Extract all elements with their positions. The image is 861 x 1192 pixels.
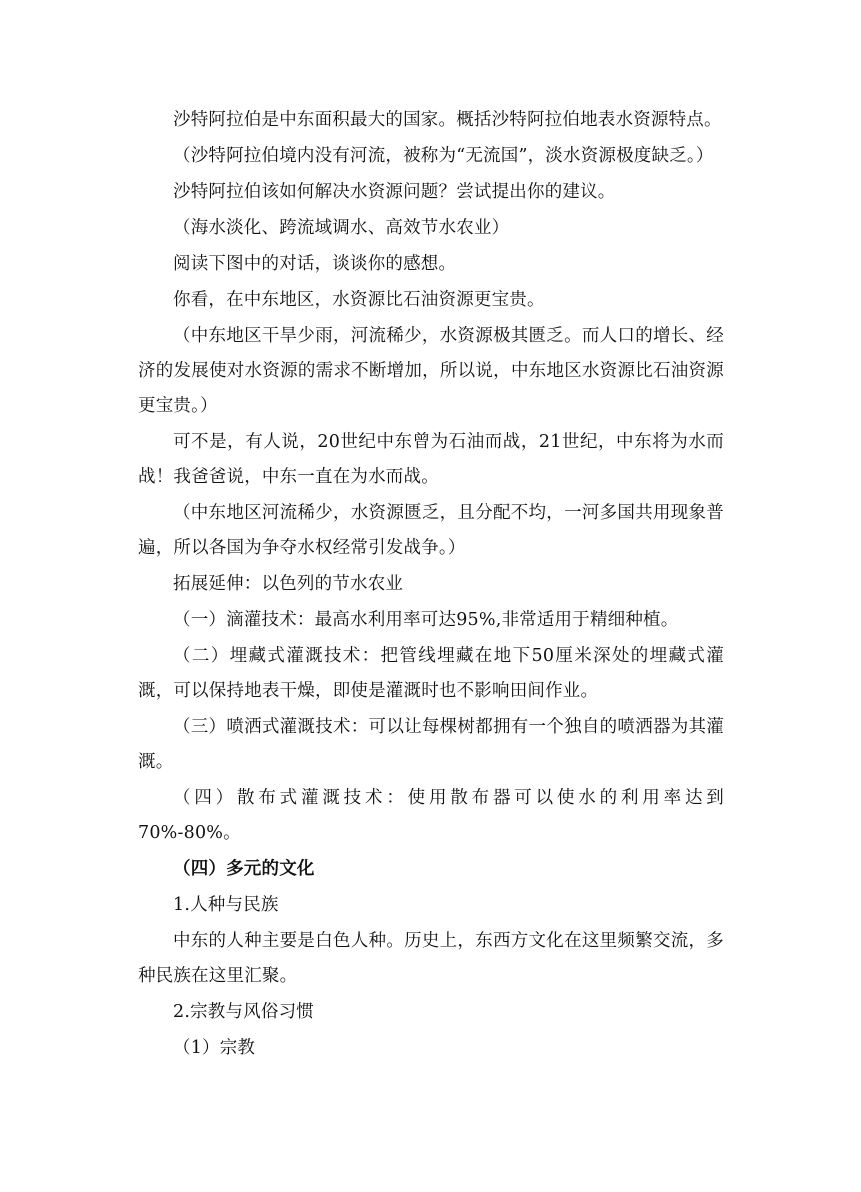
drip-irrigation-item: （一）滴灌技术：最高水利用率可达95%,非常适用于精细种植。 <box>173 610 679 630</box>
dialogue-line-1: 你看，在中东地区，水资源比石油资源更宝贵。 <box>173 290 545 310</box>
dialogue-answer-2: （中东地区河流稀少，水资源匮乏，且分配不均，一河多国共用现象普遍，所以各国为争夺水权经常引发战争。） <box>138 503 724 558</box>
section-heading-culture: （四）多元的文化 <box>173 859 315 879</box>
answer-saudi-water-solution: （海水淡化、跨流域调水、高效节水农业） <box>173 218 510 238</box>
prompt-read-dialogue: 阅读下图中的对话，谈谈你的感想。 <box>173 254 457 274</box>
race-ethnicity-text: 中东的人种主要是白色人种。历史上，东西方文化在这里频繁交流，多种民族在这里汇聚。 <box>138 931 724 986</box>
dialogue-line-2: 可不是，有人说，20世纪中东曾为石油而战，21世纪，中东将为水而战！我爸爸说，中东一直在为水而战。 <box>138 432 724 487</box>
subheading-race-ethnicity: 1.人种与民族 <box>173 895 279 915</box>
buried-irrigation-item: （二）埋藏式灌溉技术：把管线埋藏在地下50厘米深处的埋藏式灌溉，可以保持地表干燥，即使是灌溉时也不影响田间作业。 <box>138 646 724 701</box>
dialogue-answer-1: （中东地区干旱少雨，河流稀少，水资源极其匮乏。而人口的增长、经济的发展使对水资源的需求不断增加，所以说，中东地区水资源比石油资源更宝贵。） <box>138 326 724 416</box>
subheading-religion-customs: 2.宗教与风俗习惯 <box>173 1002 314 1022</box>
extension-heading: 拓展延伸：以色列的节水农业 <box>173 574 404 594</box>
subheading-religion: （1）宗教 <box>173 1038 256 1058</box>
question-saudi-water-solution: 沙特阿拉伯该如何解决水资源问题？尝试提出你的建议。 <box>173 182 616 202</box>
spray-irrigation-item: （三）喷洒式灌溉技术：可以让每棵树都拥有一个独自的喷洒器为其灌溉。 <box>138 717 724 772</box>
answer-saudi-surface-water: （沙特阿拉伯境内没有河流，被称为“无流国”，淡水资源极度缺乏。） <box>173 146 714 166</box>
question-saudi-surface-water: 沙特阿拉伯是中东面积最大的国家。概括沙特阿拉伯地表水资源特点。 <box>173 110 722 130</box>
document-page <box>138 103 724 1067</box>
scatter-irrigation-item: （四）散布式灌溉技术：使用散布器可以使水的利用率达到70%-80%。 <box>138 788 724 843</box>
